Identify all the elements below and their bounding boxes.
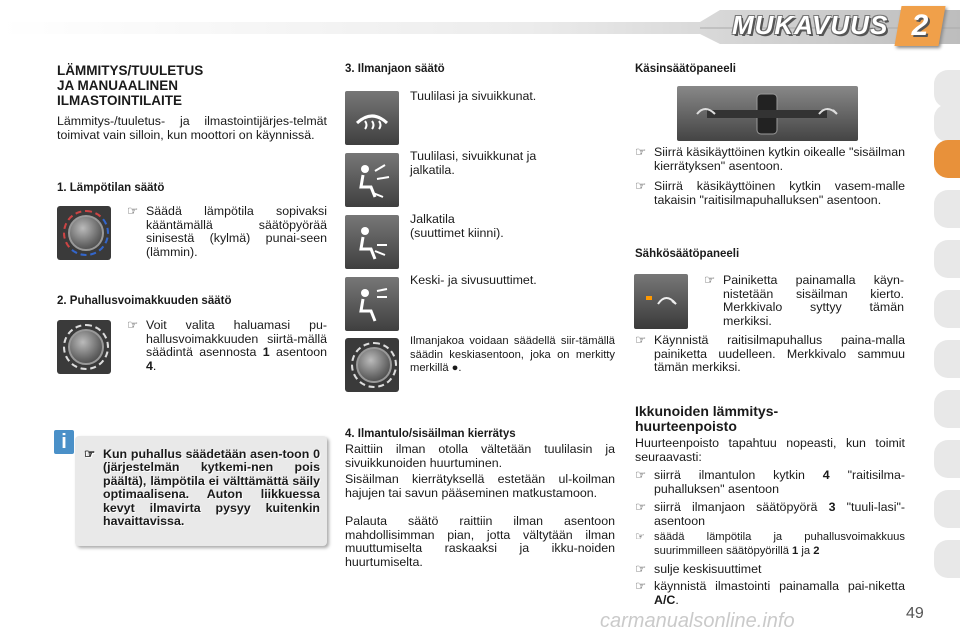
main-heading: LÄMMITYS/TUULETUS JA MANUAALINEN ILMASTOINTILAITE <box>57 63 204 108</box>
defrost-heading: Ikkunoiden lämmitys- huurteenpoisto <box>635 403 779 434</box>
temperature-knob-image <box>57 206 111 260</box>
recirc-para-1: Raittiin ilman otolla vältetään tuulilasin ja sivuikkunoiden huurtuminen. <box>345 442 615 470</box>
hand-pointer-icon: ☞ <box>635 562 647 576</box>
defrost-step-3: ☞ säädä lämpötila ja puhallusvoimakkuus suurimmilleen säätöpyörillä 1 ja 2 <box>635 531 905 557</box>
recirc-para-2: Sisäilman kierrätyksellä estetään ul-koilman hajujen tai savun pääseminen matkustamoon. <box>345 472 615 500</box>
section-title: MUKAVUUS <box>732 10 889 40</box>
hand-pointer-icon: ☞ <box>704 273 716 287</box>
hand-pointer-icon: ☞ <box>635 579 647 593</box>
defrost-step-5: ☞ käynnistä ilmastointi painamalla pai-niketta A/C. <box>635 579 905 607</box>
side-tab-9[interactable] <box>934 440 960 478</box>
manual-instruction-2: ☞ Siirrä käsikäyttöinen kytkin vasem-malle takaisin "raitisilmapuhalluksen" asentoon. <box>635 179 905 207</box>
intro-text: Lämmitys-/tuuletus- ja ilmastointijärjes-telmät toimivat vain silloin, kun moottori on käynnissä. <box>57 114 327 142</box>
hand-pointer-icon: ☞ <box>635 179 647 193</box>
side-tab-11[interactable] <box>934 540 960 578</box>
fan-heading: 2. Puhallusvoimakkuuden säätö <box>57 295 232 307</box>
electric-panel-heading: Sähkösäätöpaneeli <box>635 248 740 260</box>
hand-pointer-icon: ☞ <box>635 333 647 347</box>
side-tab-6[interactable] <box>934 290 960 328</box>
distribution-knob-image <box>345 338 399 392</box>
windscreen-defrost-icon <box>345 91 399 145</box>
side-tab-2[interactable] <box>934 104 960 142</box>
recirc-heading: 4. Ilmantulo/sisäilman kierrätys <box>345 428 516 440</box>
side-tab-1[interactable] <box>934 70 960 108</box>
defrost-intro: Huurteenpoisto tapahtuu nopeasti, kun toimit seuraavasti: <box>635 436 905 464</box>
manual-panel-heading: Käsinsäätöpaneeli <box>635 63 736 75</box>
recirculation-button-image <box>634 274 688 329</box>
watermark: carmanualsonline.info <box>600 610 795 632</box>
side-tab-active[interactable] <box>934 140 960 178</box>
side-tab-7[interactable] <box>934 340 960 378</box>
chapter-badge: 2 <box>894 6 945 46</box>
option-face-vents: Keski- ja sivusuuttimet. <box>410 273 537 287</box>
hand-pointer-icon: ☞ <box>84 447 96 461</box>
temp-instruction: ☞ Säädä lämpötila sopivaksi kääntämällä säätöpyörää sinisestä (kylmä) punai-seen (lämmin). <box>127 204 327 259</box>
hand-pointer-icon: ☞ <box>635 531 646 543</box>
info-note: ☞ Kun puhallus säädetään asen-toon 0 (järjestelmän kytkemi-nen pois päältä), lämpötila ei välttämättä säily optimaalisena. Auton liikkuessa kevyt ilmavirta pysyy kuitenkin havaittavissa. <box>84 447 320 529</box>
side-tab-8[interactable] <box>934 390 960 428</box>
electric-instruction-2: ☞ Käynnistä raitisilmapuhallus paina-malla painiketta uudelleen. Merkkivalo sammuu tämän merkiksi. <box>635 333 905 374</box>
option-windscreen-feet: Tuulilasi, sivuikkunat ja jalkatila. <box>410 149 537 177</box>
manual-panel-image <box>677 86 858 141</box>
manual-instruction-1: ☞ Siirrä käsikäyttöinen kytkin oikealle "sisäilman kierrätyksen" asentoon. <box>635 145 905 173</box>
hand-pointer-icon: ☞ <box>635 145 647 159</box>
side-tab-10[interactable] <box>934 490 960 528</box>
defrost-step-4: ☞ sulje keskisuuttimet <box>635 562 762 576</box>
recirc-para-3: Palauta säätö raittiin ilman asentoon mahdollisimman pian, jotta vältytään ilman muuttumiselta raskaaksi ja ikku-noiden huurtumiselta. <box>345 514 615 569</box>
fan-knob-image <box>57 320 111 374</box>
side-tab-4[interactable] <box>934 190 960 228</box>
electric-instruction-1: ☞ Painiketta painamalla käyn-nistetään sisäilman kierto. Merkkivalo syttyy tämän merkiksi. <box>704 273 904 328</box>
side-tab-5[interactable] <box>934 240 960 278</box>
hand-pointer-icon: ☞ <box>127 318 139 332</box>
fan-instruction: ☞ Voit valita haluamasi pu-hallusvoimakkuuden siirtä-mällä säädintä asennosta 1 asentoon 4. <box>127 318 327 373</box>
option-windscreen: Tuulilasi ja sivuikkunat. <box>410 89 537 103</box>
temp-heading: 1. Lämpötilan säätö <box>57 182 165 194</box>
defrost-step-2: ☞ siirrä ilmanjaon säätöpyörä 3 "tuuli-lasi"-asentoon <box>635 500 905 528</box>
defrost-step-1: ☞ siirrä ilmantulon kytkin 4 "raitisilma-puhalluksen" asentoon <box>635 468 905 496</box>
hand-pointer-icon: ☞ <box>635 500 647 514</box>
option-center-note: Ilmanjakoa voidaan säädellä siir-tämällä säädin keskiasentoon, joka on merkitty merkillä ●. <box>410 335 615 374</box>
page-number: 49 <box>906 605 924 622</box>
distribution-heading: 3. Ilmanjaon säätö <box>345 63 445 75</box>
hand-pointer-icon: ☞ <box>635 468 647 482</box>
windscreen-feet-icon <box>345 153 399 207</box>
info-icon: i <box>54 430 74 454</box>
option-footwell: Jalkatila (suuttimet kiinni). <box>410 212 504 240</box>
face-vents-icon <box>345 277 399 331</box>
footwell-icon <box>345 215 399 269</box>
hand-pointer-icon: ☞ <box>127 204 139 218</box>
